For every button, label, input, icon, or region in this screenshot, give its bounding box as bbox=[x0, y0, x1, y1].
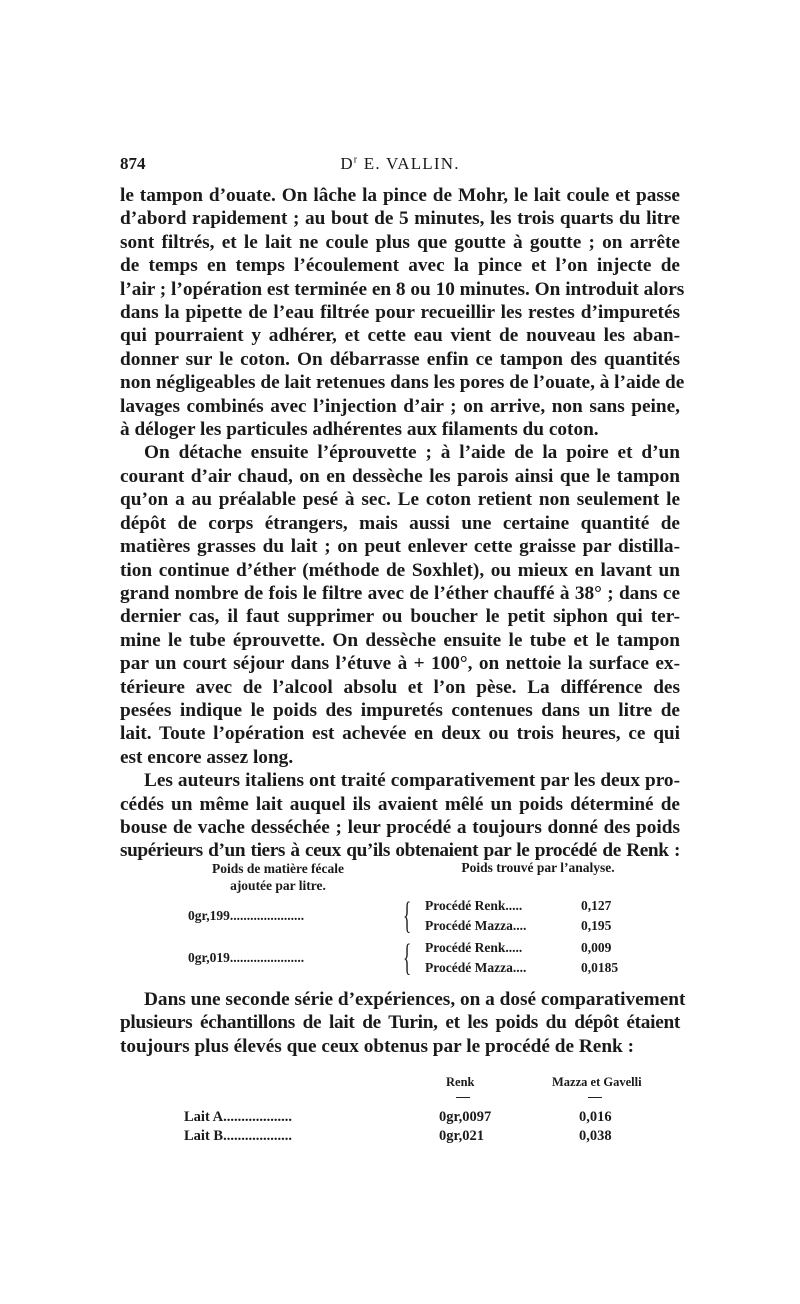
renk-value: 0gr,0097 bbox=[439, 1109, 492, 1125]
renk-label: Procédé Renk..... bbox=[425, 898, 523, 913]
text-line: tion continue d’éther (méthode de Soxhlet), ou mieux en lavant un bbox=[120, 559, 680, 581]
text-line: sont filtrés, et le lait ne coule plus que goutte à goutte ; on arrête bbox=[120, 231, 680, 253]
text-line: qu’on a au préalable pesé à sec. Le coton retient non seulement le bbox=[120, 489, 680, 511]
page-number: 874 bbox=[120, 154, 146, 173]
column-rule bbox=[588, 1097, 602, 1098]
text-line: qui pourraient y adhérer, et cette eau vient de nouveau les aban- bbox=[120, 325, 680, 347]
author-name: E. VALLIN. bbox=[358, 154, 460, 173]
text-line: On détache ensuite l’éprouvette ; à l’aide de la poire et d’un bbox=[144, 442, 680, 464]
text-line: Les auteurs italiens ont traité comparativement par les deux pro- bbox=[144, 770, 680, 792]
text-line: grand nombre de fois le filtre avec de l’éther chauffé à 38° ; dans ce bbox=[120, 582, 680, 604]
text-line: par un court séjour dans l’étuve à + 100°, on nettoie la surface ex- bbox=[120, 653, 680, 675]
text-line: lait. Toute l’opération est achevée en deux ou trois heures, ce qui bbox=[120, 723, 680, 745]
row-amount: 0gr,199...................... bbox=[188, 908, 305, 923]
text-line: cédés un même lait auquel ils avaient mêlé un poids déterminé de bbox=[120, 793, 680, 815]
row-label: Lait B................... bbox=[184, 1128, 292, 1144]
text-line: est encore assez long. bbox=[120, 746, 294, 768]
brace-icon: { bbox=[403, 937, 412, 979]
row-label: Lait A................... bbox=[184, 1109, 292, 1125]
mazza-label: Procédé Mazza.... bbox=[425, 918, 527, 933]
text-line: supérieurs d’un tiers à ceux qu’ils obtenaient par le procédé de Renk : bbox=[120, 840, 680, 862]
text-line: non négligeables de lait retenues dans les pores de l’ouate, à l’aide de bbox=[120, 372, 685, 394]
text-line: Dans une seconde série d’expériences, on a dosé comparativement bbox=[144, 989, 686, 1010]
paragraph-4 bbox=[120, 988, 686, 1058]
text-line: d’abord rapidement ; au bout de 5 minutes, les trois quarts du litre bbox=[120, 208, 680, 230]
table-row bbox=[188, 937, 648, 980]
brace-icon: { bbox=[403, 895, 412, 937]
text-line: le tampon d’ouate. On lâche la pince de Mohr, le lait coule et passe bbox=[120, 185, 680, 206]
text-line: l’air ; l’opération est terminée en 8 ou 10 minutes. On introduit alors bbox=[120, 278, 685, 300]
column-rule bbox=[456, 1097, 470, 1098]
column-header-mazza: Mazza et Gavelli bbox=[552, 1075, 642, 1089]
table1-header-left-line1: Poids de matière fécale bbox=[211, 861, 345, 876]
row-amount: 0gr,019...................... bbox=[188, 950, 305, 965]
paragraph-1 bbox=[120, 184, 685, 441]
page-header bbox=[120, 154, 680, 178]
table1-header-left bbox=[188, 860, 368, 894]
table1-header-left-line2: ajoutée par litre. bbox=[230, 878, 326, 893]
text-line: courant d’air chaud, on en dessèche les parois ainsi que le tampon bbox=[120, 465, 680, 487]
mazza-label: Procédé Mazza.... bbox=[425, 960, 527, 975]
running-head bbox=[120, 154, 680, 174]
paragraph-2 bbox=[120, 441, 680, 769]
mazza-value: 0,038 bbox=[579, 1128, 612, 1144]
text-line: dans la pipette de l’eau filtrée pour recueillir les restes d’impuretés bbox=[120, 302, 680, 324]
table-row bbox=[188, 895, 648, 938]
text-line: pesées indique le poids des impuretés contenues dans un litre de bbox=[120, 699, 680, 721]
text-line: matières grasses du lait ; on peut enlever cette graisse par distilla- bbox=[120, 536, 680, 558]
text-line: dernier cas, il faut supprimer ou boucher le petit siphon qui ter- bbox=[120, 606, 680, 628]
text-line: térieure avec de l’alcool absolu et l’on pèse. La différence des bbox=[120, 676, 680, 698]
text-line: donner sur le coton. On débarrasse enfin ce tampon des quantités bbox=[120, 348, 680, 370]
text-line: de temps en temps l’écoulement avec la pince et l’on injecte de bbox=[120, 255, 680, 277]
text-line: bouse de vache desséchée ; leur procédé a toujours donné des poids bbox=[120, 816, 680, 838]
renk-value: 0,127 bbox=[581, 898, 612, 913]
mazza-value: 0,016 bbox=[579, 1109, 612, 1125]
body-text-2 bbox=[120, 988, 686, 1058]
mazza-value: 0,0185 bbox=[581, 960, 619, 975]
text-line: toujours plus élevés que ceux obtenus par le procédé de Renk : bbox=[120, 1035, 635, 1057]
author-prefix: D bbox=[340, 154, 354, 173]
text-line: à déloger les particules adhérentes aux filaments du coton. bbox=[120, 419, 599, 441]
table1-header-right: Poids trouvé par l’analyse. bbox=[461, 860, 615, 875]
text-line: lavages combinés avec l’injection d’air ; on arrive, non sans peine, bbox=[120, 395, 680, 417]
renk-value: 0gr,021 bbox=[439, 1128, 484, 1144]
text-line: plusieurs échantillons de lait de Turin, et les poids du dépôt étaient bbox=[120, 1012, 680, 1034]
author-sup: r bbox=[353, 154, 359, 166]
mazza-value: 0,195 bbox=[581, 918, 612, 933]
paragraph-3 bbox=[120, 769, 680, 863]
text-line: mine le tube éprouvette. On dessèche ensuite le tube et le tampon bbox=[120, 629, 680, 651]
body-text bbox=[120, 184, 685, 863]
renk-value: 0,009 bbox=[581, 940, 612, 955]
text-line: dépôt de corps étrangers, mais aussi une certaine quantité de bbox=[120, 512, 680, 534]
renk-label: Procédé Renk..... bbox=[425, 940, 523, 955]
column-header-renk: Renk bbox=[446, 1075, 475, 1089]
